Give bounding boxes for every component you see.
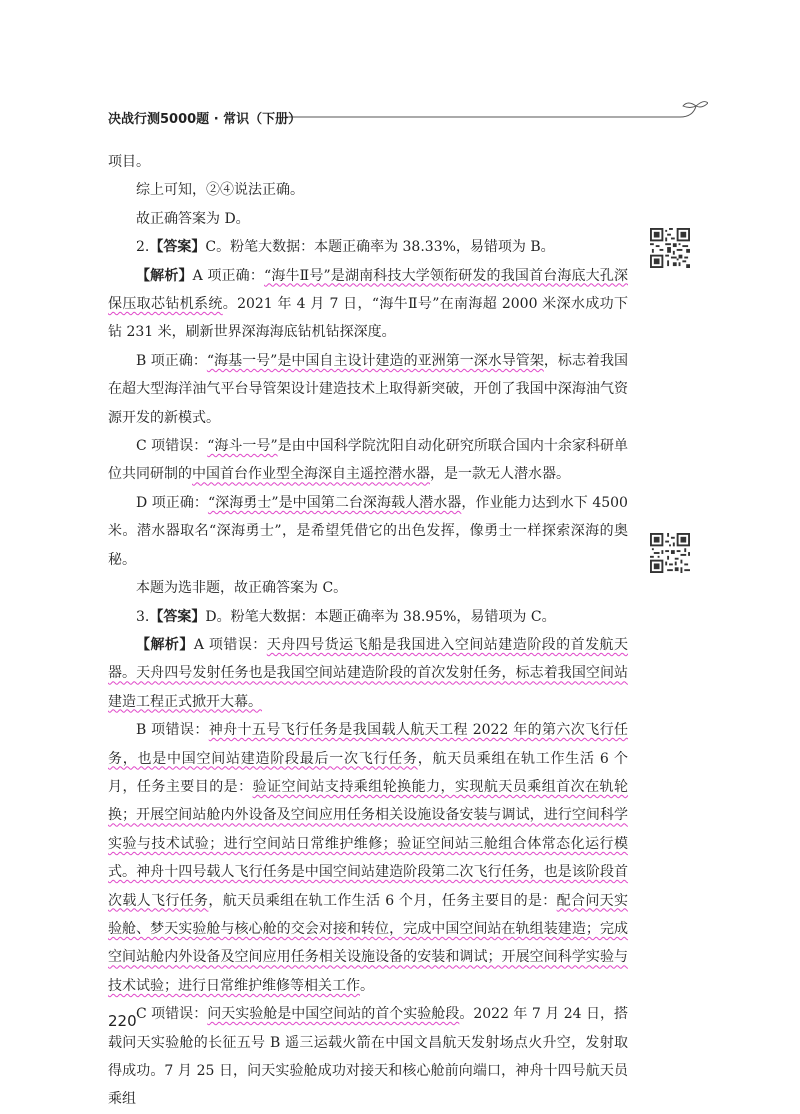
analysis-label: 【解析】 bbox=[136, 636, 194, 653]
qr-code-icon[interactable] bbox=[650, 228, 690, 268]
text: 项目。 bbox=[108, 154, 150, 170]
analysis-label: 【解析】 bbox=[136, 267, 193, 284]
analysis-q2-c bbox=[108, 432, 628, 489]
running-header bbox=[108, 98, 708, 138]
answer-label: 【答案】 bbox=[149, 608, 206, 625]
text: 综上可知，②④说法正确。 bbox=[136, 182, 304, 199]
text: 是由中国科学院沈阳自动化研究所联合国内十余家科研单位共同研制的 bbox=[108, 438, 628, 483]
highlight-text: 问天实验舱是中国空间站的首个实验舱段 bbox=[207, 1006, 460, 1023]
text: 本题为选非题，故正确答案为 C。 bbox=[136, 580, 348, 597]
paragraph bbox=[108, 205, 628, 233]
highlight-text: 天舟四号货运飞船是我国进入空间站建造阶段的首发航天器。天舟四号发射任务也是我国空间站建造阶段的首次发射任务，标志着我国空间站建造工程正式掀开大幕。 bbox=[108, 636, 629, 710]
analysis-q2-b bbox=[108, 347, 628, 432]
answer-q3: 3.【答案】D。粉笔大数据：本题正确率为 38.95%，易错项为 C。 bbox=[136, 608, 556, 625]
text: ，标志着我国在超大型海洋油气平台导管架设计建造技术上取得新突破，开创了我国中深海油气资源开发的新模式。 bbox=[108, 352, 628, 426]
text: ，航天员乘组在轨工作生活 6 个月，任务主要目的是： bbox=[108, 750, 629, 795]
text: D 项正确： bbox=[136, 494, 208, 511]
analysis-q2-d bbox=[108, 489, 628, 574]
text: A 项错误： bbox=[193, 636, 267, 653]
highlight-text: 神舟十四号载人飞行任务是中国空间站建造阶段第二次飞行任务，也是该阶段首次载人飞行任务 bbox=[108, 864, 629, 909]
highlight-text: “海牛Ⅱ号”是湖南科技大学领衔研发的我国首台海底大孔深保压取芯钻机系统 bbox=[108, 267, 628, 313]
analysis-q3-c bbox=[108, 1000, 628, 1114]
highlight-text: 中国首台作业型全海深自主遥控潜水器 bbox=[192, 466, 430, 483]
text: A 项正确： bbox=[192, 267, 265, 284]
text: B 项正确： bbox=[136, 352, 207, 369]
answer-label: 【答案】 bbox=[149, 239, 206, 256]
paragraph bbox=[108, 574, 628, 602]
highlight-text: 验证空间站支持乘组轮换能力，实现航天员乘组首次在轨轮换；开展空间站舱内外设备及空间应用任务相关设施设备安装与调试，进行空间科学实验与技术试验；进行空间站日常维护维修；验证空间站三舱组合体常态化运行模式。 bbox=[108, 778, 629, 881]
text: C 项错误： bbox=[136, 438, 208, 455]
page-number: 220 bbox=[108, 1012, 137, 1030]
highlight-text: “海斗一号” bbox=[207, 438, 278, 455]
qr-code-icon[interactable] bbox=[650, 533, 690, 573]
highlight-text: 配合问天实验舱、梦天实验舱与核心舱的交会对接和转位，完成中国空间站在轨组装建造；完成空间站舱内外设备及空间应用任务相关设施设备的安装和调试；开展空间科学实验与技术试验；进行日常维护维修等相关工作 bbox=[108, 892, 629, 994]
book-title: 决战行测5000题 · 常识（下册） bbox=[108, 112, 302, 127]
answer-q2: 2.【答案】C。粉笔大数据：本题正确率为 38.33%，易错项为 B。 bbox=[136, 239, 555, 256]
text: ，是一款无人潜水器。 bbox=[430, 466, 570, 483]
text: C 项错误： bbox=[136, 1006, 208, 1023]
highlight-text: “海基一号”是中国自主设计建造的亚洲第一深水导管架 bbox=[206, 352, 544, 369]
text: 。2022 年 7 月 24 日，搭载问天实验舱的长征五号 B 遥三运载火箭在中国文昌航天发射场点火升空，发射取得成功。7 月 25 日，问天实验舱成功对接天和核心舱前向端口，神舟十四号航天员乘组 bbox=[108, 1006, 628, 1108]
highlight-text: “深海勇士”是中国第二台深海载人潜水器 bbox=[207, 494, 462, 511]
answer-explanations bbox=[108, 148, 628, 1114]
text: 故正确答案为 D。 bbox=[136, 210, 250, 227]
analysis-q3-a bbox=[108, 631, 628, 716]
analysis-q2-a bbox=[108, 262, 628, 347]
highlight-text: 神舟十五号飞行任务是我国载人航天工程 2022 年的第六次飞行任务，也是中国空间站建造阶段最后一次飞行任务 bbox=[108, 722, 628, 767]
answer-text: C。粉笔大数据：本题正确率为 38.33%，易错项为 B。 bbox=[205, 239, 555, 256]
text: 。2021 年 4 月 7 日，“海牛Ⅱ号”在南海超 2000 米深水成功下钻 231 米，刷新世界深海海底钻机钻探深度。 bbox=[108, 296, 628, 341]
analysis-q3-b bbox=[108, 716, 628, 1000]
text: ，作业能力达到水下 4500 米。潜水器取名“深海勇士”，是希望凭借它的出色发挥，像勇士一样探索深海的奥秘。 bbox=[108, 494, 628, 568]
text: B 项错误： bbox=[136, 722, 209, 739]
answer-text: D。粉笔大数据：本题正确率为 38.95%，易错项为 C。 bbox=[205, 608, 556, 625]
text: 。 bbox=[360, 977, 374, 994]
paragraph bbox=[108, 148, 628, 176]
text: ，航天员乘组在轨工作生活 6 个月，任务主要目的是： bbox=[208, 892, 557, 909]
paragraph bbox=[108, 176, 628, 204]
